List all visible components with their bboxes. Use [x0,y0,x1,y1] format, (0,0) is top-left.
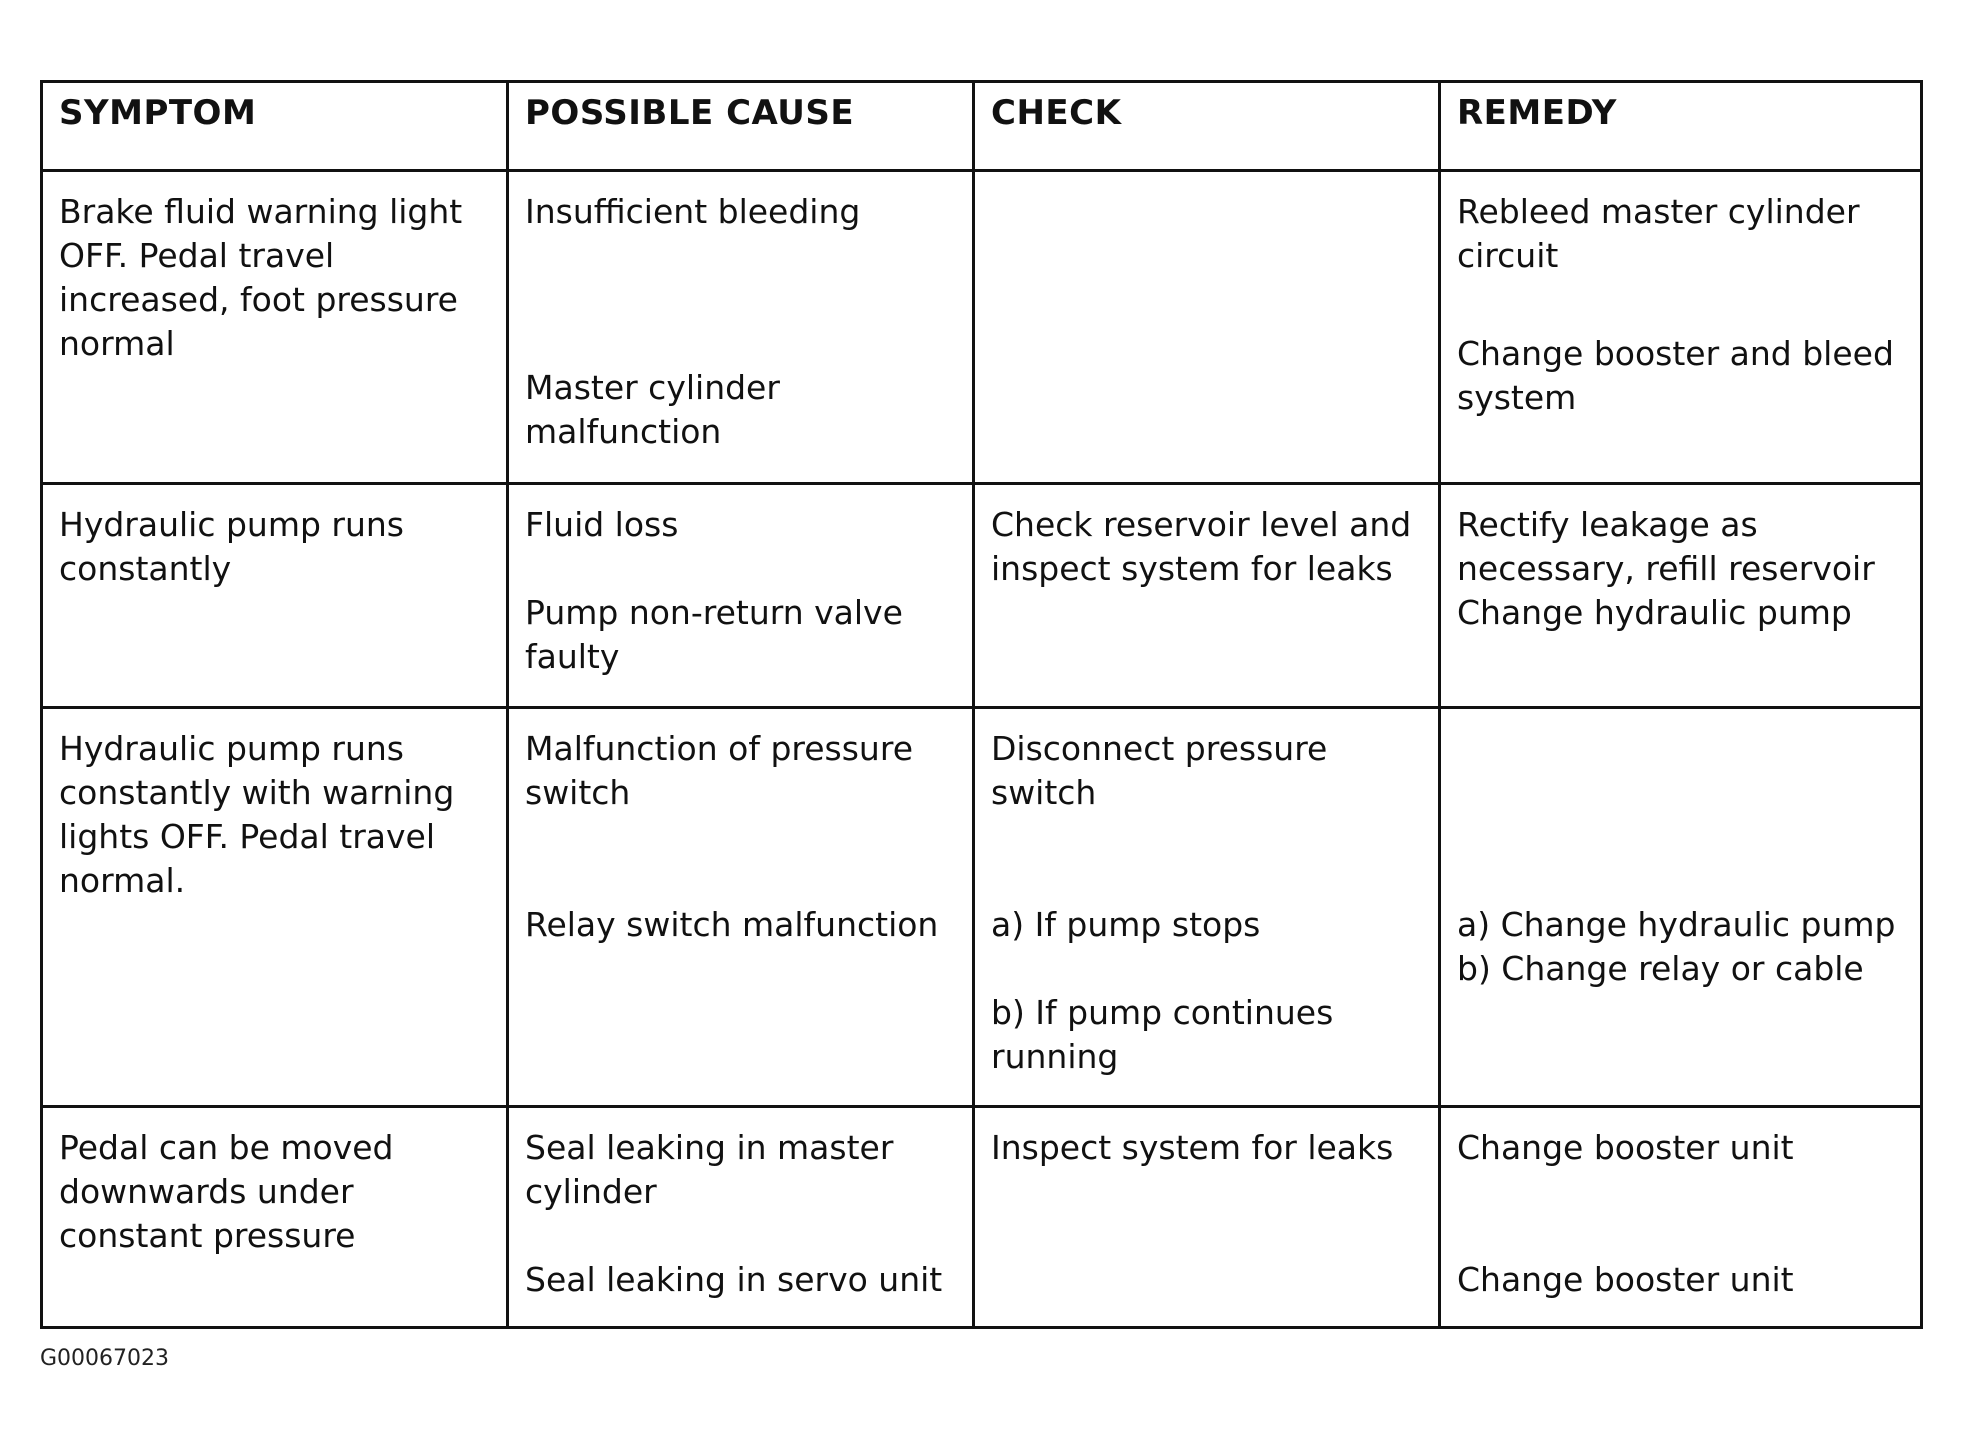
table-row [42,1107,1922,1328]
cause-cell [508,1107,974,1328]
header-symptom: SYMPTOM [42,82,508,171]
symptom-text: Hydraulic pump runs constantly with warning lights OFF. Pedal travel normal. [59,729,455,900]
symptom-text: Brake fluid warning light OFF. Pedal travel increased, foot pressure normal [59,192,463,363]
symptom-cell [42,171,508,484]
check-text: b) If pump continues running [991,993,1334,1076]
cause-cell [508,171,974,484]
symptom-cell [42,708,508,1107]
table-row [42,171,1922,484]
troubleshooting-table [40,80,1923,1329]
table-row [42,708,1922,1107]
remedy-text: Rectify leakage as necessary, refill reservoir [1457,505,1875,588]
cause-text: Pump non-return valve faulty [525,593,903,676]
check-text: a) If pump stops [991,905,1261,944]
remedy-cell [1440,171,1922,484]
cause-cell [508,708,974,1107]
cause-text: Seal leaking in servo unit [525,1260,943,1299]
remedy-text: b) Change relay or cable [1457,949,1864,988]
cause-text: Relay switch malfunction [525,905,939,944]
symptom-cell [42,484,508,708]
remedy-cell [1440,1107,1922,1328]
symptom-cell [42,1107,508,1328]
check-cell [974,708,1440,1107]
figure-code: G00067023 [40,1346,170,1371]
header-check: CHECK [974,82,1440,171]
check-cell [974,1107,1440,1328]
remedy-text: a) Change hydraulic pump [1457,905,1896,944]
check-cell [974,171,1440,484]
table-row [42,484,1922,708]
remedy-text: Rebleed master cylinder circuit [1457,192,1860,275]
header-remedy: REMEDY [1440,82,1922,171]
check-cell [974,484,1440,708]
cause-cell [508,484,974,708]
remedy-cell [1440,708,1922,1107]
remedy-text: Change booster and bleed system [1457,334,1894,417]
cause-text: Fluid loss [525,505,679,544]
remedy-text: Change booster unit [1457,1128,1794,1167]
symptom-text: Hydraulic pump runs constantly [59,505,405,588]
remedy-text: Change hydraulic pump [1457,593,1852,632]
remedy-text: Change booster unit [1457,1260,1794,1299]
cause-text: Malfunction of pressure switch [525,729,913,812]
symptom-text: Pedal can be moved downwards under constant pressure [59,1128,394,1255]
header-row [42,82,1922,171]
cause-text: Seal leaking in master cylinder [525,1128,894,1211]
cause-text: Insufficient bleeding [525,192,861,231]
header-possible-cause: POSSIBLE CAUSE [508,82,974,171]
check-text: Inspect system for leaks [991,1128,1394,1167]
check-text: Disconnect pressure switch [991,729,1328,812]
cause-text: Master cylinder malfunction [525,368,780,451]
check-text: Check reservoir level and inspect system for leaks [991,505,1412,588]
remedy-cell [1440,484,1922,708]
